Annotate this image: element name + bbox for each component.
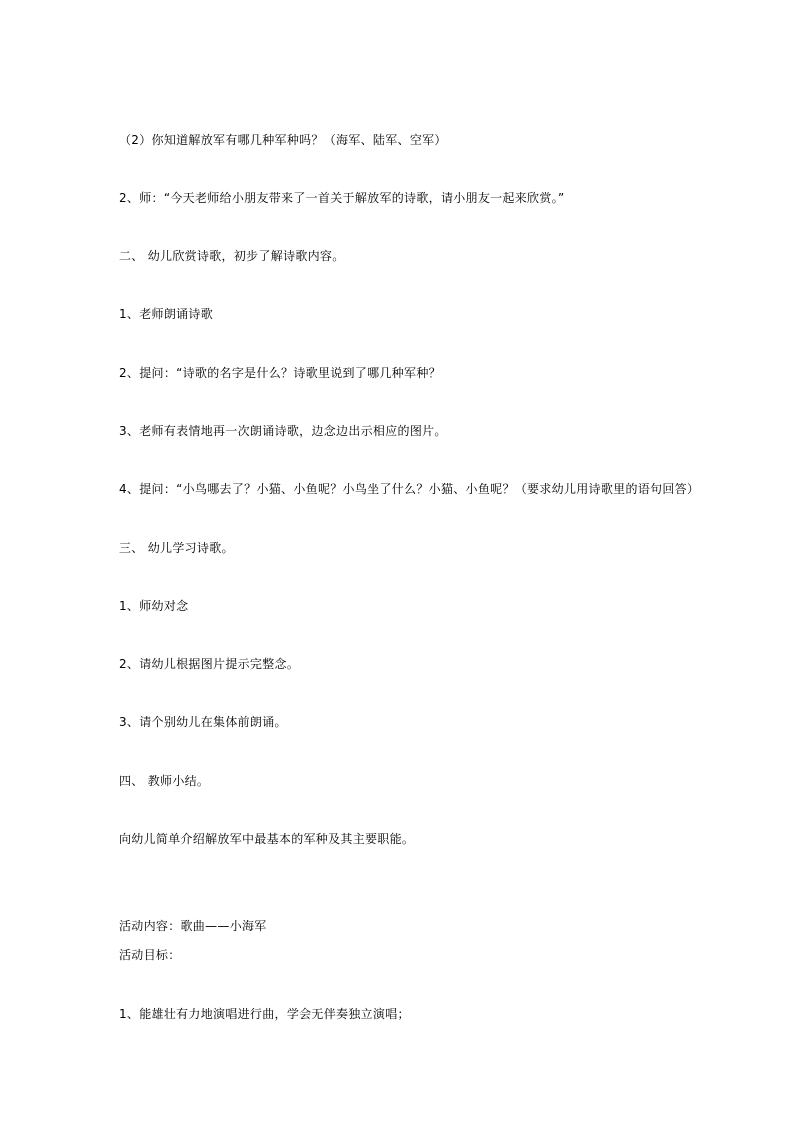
question-military-branches: （2）你知道解放军有哪几种军种吗？（海军、陆军、空军） <box>119 133 447 147</box>
step-teacher-recites: 1、老师朗诵诗歌 <box>119 307 214 321</box>
step-picture-prompts: 2、请幼儿根据图片提示完整念。 <box>119 657 300 671</box>
step-teacher-child-recite: 1、师幼对念 <box>119 599 189 613</box>
step-individual-recite: 3、请个别幼儿在集体前朗诵。 <box>119 715 287 729</box>
step-recite-with-pictures: 3、老师有表情地再一次朗诵诗歌，边念边出示相应的图片。 <box>119 424 447 438</box>
step-question-bird: 4、提问：“小鸟哪去了？小猫、小鱼呢？小鸟坐了什么？小猫、小鱼呢？（要求幼儿用诗歌里的语句回答） <box>119 482 700 496</box>
summary-paragraph: 向幼儿简单介绍解放军中最基本的军种及其主要职能。 <box>119 832 415 846</box>
teacher-intro-line: 2、师：“今天老师给小朋友带来了一首关于解放军的诗歌，请小朋友一起来欣赏。” <box>119 191 565 205</box>
goal-item-1: 1、能雄壮有力地演唱进行曲，学会无伴奏独立演唱； <box>119 1007 410 1021</box>
activity-content: 活动内容：歌曲——小海军 <box>119 919 267 933</box>
section-heading-2: 二、 幼儿欣赏诗歌，初步了解诗歌内容。 <box>119 249 345 263</box>
activity-goals-heading: 活动目标： <box>119 948 181 962</box>
section-heading-4: 四、 教师小结。 <box>119 774 210 788</box>
step-question-poem-name: 2、提问：“诗歌的名字是什么？诗歌里说到了哪几种军种？ <box>119 366 441 380</box>
section-heading-3: 三、 幼儿学习诗歌。 <box>119 541 234 555</box>
